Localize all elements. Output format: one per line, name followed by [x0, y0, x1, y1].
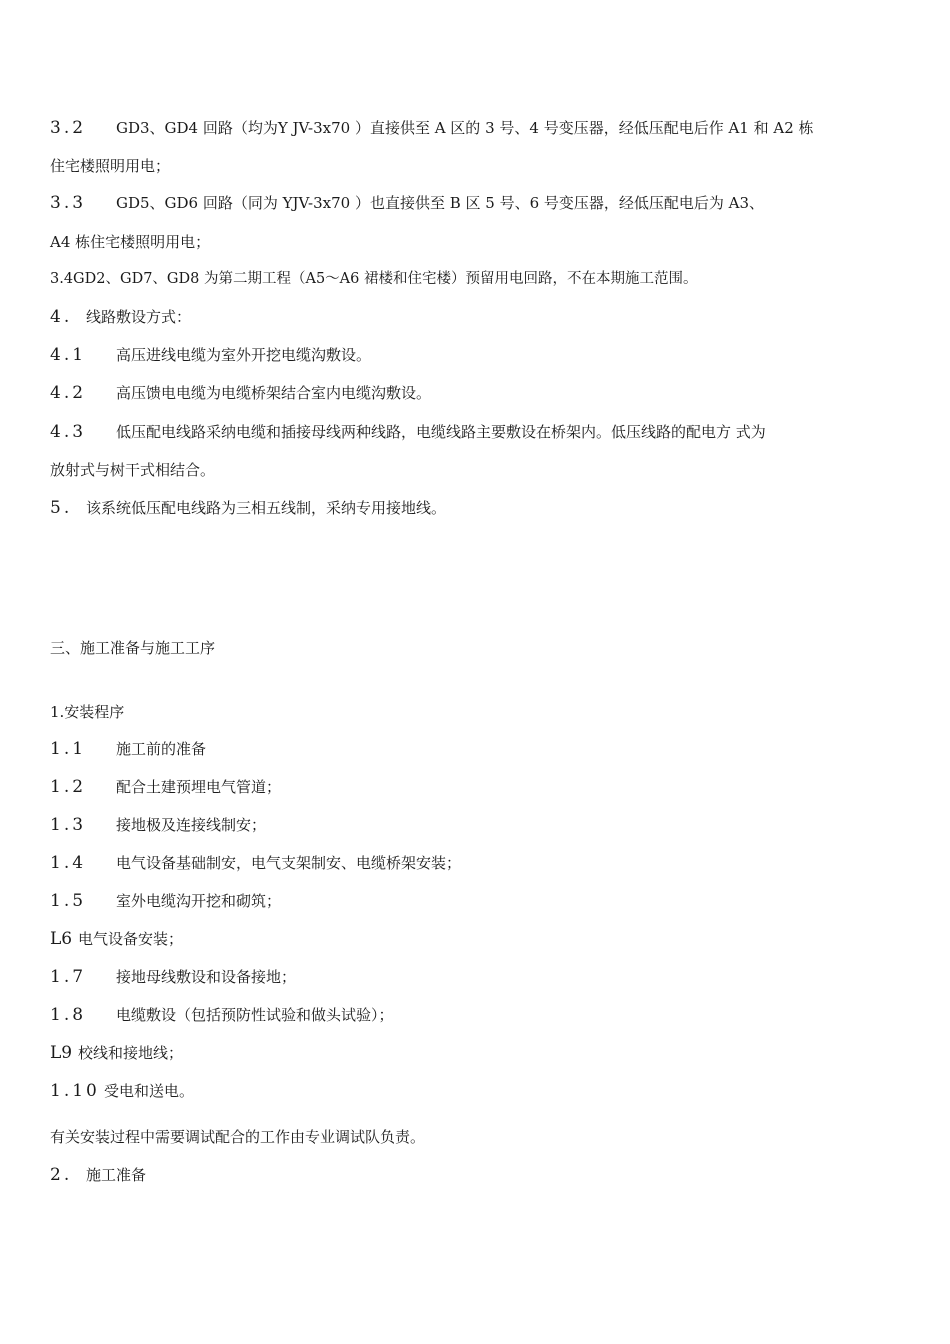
- part-3-title: [50, 638, 215, 658]
- item-text: 高压进线电缆为室外开挖电缆沟敷设。: [116, 346, 372, 364]
- item-3-4: [50, 269, 697, 289]
- item-text: GD3、GD4 回路（均为Y JV-3x70 ）直接供至 A 区的 3 号、4 号变压器，经低压配电后作 A1 和 A2 栋: [116, 119, 814, 137]
- subsection-title: 1.安装程序: [50, 703, 125, 721]
- step-1-7: [50, 967, 296, 987]
- step-text: 接地极及连接线制安；: [116, 816, 267, 834]
- step-1-6: [50, 929, 183, 949]
- item-number: 4.1: [50, 345, 87, 365]
- step-1-10: [50, 1081, 194, 1101]
- step-1-1: [50, 739, 206, 759]
- step-1-2: [50, 777, 281, 797]
- step-text: 校线和接地线；: [78, 1044, 184, 1062]
- note-text: 有关安装过程中需要调试配合的工作由专业调试队负责。: [50, 1128, 426, 1146]
- step-1-5: [50, 891, 281, 911]
- step-1-4: [50, 853, 461, 873]
- item-3-3-line-1: [50, 193, 764, 213]
- item-4-3-line-2: [50, 460, 215, 480]
- item-number: 4.2: [50, 383, 87, 403]
- section-heading: 线路敷设方式：: [86, 308, 192, 326]
- subsection-title: 施工准备: [86, 1166, 147, 1184]
- item-3-2-line-2: [50, 156, 170, 176]
- item-text-continued: 放射式与树干式相结合。: [50, 461, 216, 479]
- step-number: 1.10: [50, 1081, 100, 1101]
- section-number: 5.: [50, 498, 73, 518]
- install-program-title: [50, 702, 124, 722]
- item-number: 3.3: [50, 193, 87, 213]
- section-4-heading: [50, 307, 191, 327]
- step-number: 1.8: [50, 1005, 87, 1025]
- step-text: 电缆敷设（包括预防性试验和做头试验）；: [116, 1006, 394, 1024]
- section-number: 4.: [50, 307, 73, 327]
- item-text-continued: 住宅楼照明用电；: [50, 157, 171, 175]
- step-1-3: [50, 815, 266, 835]
- step-number: L6: [50, 929, 73, 949]
- item-4-3-line-1: [50, 422, 766, 442]
- step-text: 受电和送电。: [104, 1082, 195, 1100]
- item-4-2: [50, 383, 431, 403]
- item-3-3-line-2: [50, 232, 210, 252]
- item-number: 4.3: [50, 422, 87, 442]
- item-text: 低压配电线路采纳电缆和插接母线两种线路，电缆线路主要敷设在桥架内。低压线路的配电方 式为: [116, 423, 766, 441]
- step-1-8: [50, 1005, 394, 1025]
- item-number: 3.2: [50, 118, 87, 138]
- step-text: 电气设备基础制安，电气支架制安、电缆桥架安装；: [116, 854, 462, 872]
- step-text: 施工前的准备: [116, 740, 207, 758]
- subsection-number: 2.: [50, 1165, 73, 1185]
- step-text: 电气设备安装；: [78, 930, 184, 948]
- step-number: 1.1: [50, 739, 87, 759]
- construction-prep-heading: [50, 1165, 146, 1185]
- step-text: 室外电缆沟开挖和砌筑；: [116, 892, 282, 910]
- step-text: 配合土建预埋电气管道；: [116, 778, 282, 796]
- section-text: 该系统低压配电线路为三相五线制，采纳专用接地线。: [86, 499, 447, 517]
- part-title: 三、施工准备与施工工序: [50, 639, 216, 657]
- step-text: 接地母线敷设和设备接地；: [116, 968, 297, 986]
- item-4-1: [50, 345, 371, 365]
- step-1-9: [50, 1043, 183, 1063]
- item-text-continued: A4 栋住宅楼照明用电；: [50, 233, 211, 251]
- item-text: 3.4GD2、GD7、GD8 为第二期工程（A5〜A6 裙楼和住宅楼）预留用电回路，不在本期施工范围。: [50, 271, 698, 287]
- step-number: 1.4: [50, 853, 87, 873]
- step-number: 1.7: [50, 967, 87, 987]
- step-number: L9: [50, 1043, 73, 1063]
- step-number: 1.2: [50, 777, 87, 797]
- section-5: [50, 498, 446, 518]
- item-text: GD5、GD6 回路（同为 YJV-3x70 ）也直接供至 B 区 5 号、6 号变压器，经低压配电后为 A3、: [116, 194, 765, 212]
- debug-note: [50, 1127, 425, 1147]
- step-number: 1.3: [50, 815, 87, 835]
- item-3-2-line-1: [50, 118, 814, 138]
- step-number: 1.5: [50, 891, 87, 911]
- item-text: 高压馈电电缆为电缆桥架结合室内电缆沟敷设。: [116, 384, 432, 402]
